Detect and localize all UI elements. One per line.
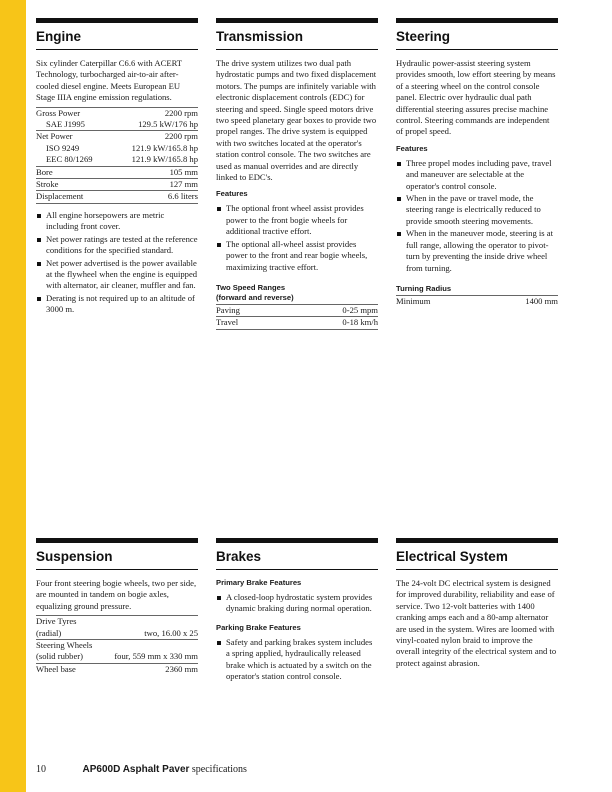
suspension-section bbox=[36, 538, 198, 675]
speed-ranges-subheading: (forward and reverse) bbox=[216, 292, 294, 302]
steering-features-list bbox=[396, 158, 558, 274]
footer-brand: AP600D Asphalt Paver bbox=[82, 764, 190, 775]
spec-label: Wheel base bbox=[36, 663, 76, 674]
spec-label: (solid rubber) bbox=[36, 651, 84, 662]
spec-row bbox=[36, 166, 198, 178]
engine-heading: Engine bbox=[36, 29, 82, 44]
spec-value: 129.5 kW/176 hp bbox=[138, 119, 198, 130]
note-item: Derating is not required up to an altitude of 3000 m. bbox=[36, 293, 198, 316]
spec-row bbox=[36, 190, 198, 202]
turning-radius-table bbox=[396, 295, 558, 307]
spec-label: SAE J1995 bbox=[46, 119, 85, 130]
spec-value: four, 559 mm x 330 mm bbox=[114, 651, 198, 662]
spec-row bbox=[36, 143, 198, 154]
page-footer bbox=[36, 764, 247, 775]
feature-item: When in the maneuver mode, steering is at full range, allowing the operator to pivot-turn by preventing the inside drive wheel from turning. bbox=[396, 228, 558, 274]
electrical-heading: Electrical System bbox=[396, 549, 508, 564]
transmission-heading: Transmission bbox=[216, 29, 304, 44]
spec-label: Displacement bbox=[36, 191, 84, 202]
feature-item: The optional front wheel assist provides power to the front bogie wheels for additional tractive effort. bbox=[216, 203, 378, 237]
steering-heading: Steering bbox=[396, 29, 451, 44]
spec-label: Paving bbox=[216, 304, 240, 315]
turning-radius-heading: Turning Radius bbox=[396, 283, 452, 293]
section-bottom-rule bbox=[36, 569, 198, 570]
primary-brake-list bbox=[216, 592, 378, 615]
primary-brake-heading: Primary Brake Features bbox=[216, 578, 302, 587]
spec-row bbox=[216, 316, 378, 328]
engine-section bbox=[36, 18, 198, 317]
spec-label: Bore bbox=[36, 166, 53, 177]
spec-label: Stroke bbox=[36, 179, 59, 190]
spec-value: 0-25 mpm bbox=[342, 304, 378, 315]
suspension-heading: Suspension bbox=[36, 549, 113, 564]
spec-value: 127 mm bbox=[169, 179, 198, 190]
spec-row bbox=[36, 615, 198, 627]
spec-value: 2200 rpm bbox=[164, 131, 198, 142]
electrical-intro: The 24-volt DC electrical system is designed for improved durability, reliability and ease of service. Two 12-volt batteries with 1400 cranking amps each and a 80-amp alternator are used in the system. Wires are loomed with vinyl-coated nylon braid to improve the overall integrity of the electrical system and to protect against abrasion. bbox=[396, 578, 557, 668]
note-item: All engine horsepowers are metric including front cover. bbox=[36, 210, 198, 233]
feature-item: The optional all-wheel assist provides power to the front and rear bogie wheels, maximizing tractive effort. bbox=[216, 239, 378, 273]
note-item: Net power ratings are tested at the reference conditions for the specified standard. bbox=[36, 234, 198, 257]
footer-suffix: specifications bbox=[191, 764, 247, 775]
spec-value: 2360 mm bbox=[165, 663, 198, 674]
transmission-features-heading: Features bbox=[216, 189, 248, 199]
transmission-intro: The drive system utilizes two dual path hydrostatic pumps and two fixed displacement motors. The pumps are infinitely variable with electronic displacement controls (EDC) for steering and speed. Single speed motors drive two speed planetary gear boxes to provide two propel ranges. The drive system is equipped with two switches located at the operator's station control console. The two switches are used as manual overrides and are directly linked to EDC's. bbox=[216, 58, 377, 183]
spec-row bbox=[36, 639, 198, 651]
brakes-heading: Brakes bbox=[216, 549, 262, 564]
spec-row bbox=[36, 651, 198, 662]
spec-row bbox=[36, 178, 198, 190]
spec-value: 0-18 km/h bbox=[342, 317, 378, 328]
spec-value: 121.9 kW/165.8 hp bbox=[131, 142, 198, 153]
spec-table-end-rule bbox=[36, 203, 198, 204]
section-bottom-rule bbox=[396, 569, 558, 570]
spec-label: Travel bbox=[216, 317, 239, 328]
section-bottom-rule bbox=[216, 49, 378, 50]
spec-label: Net Power bbox=[36, 131, 73, 142]
parking-brake-list bbox=[216, 637, 378, 683]
feature-item: Three propel modes including pave, travel and maneuver are selectable at the operator's control console. bbox=[396, 158, 558, 192]
note-item: Net power advertised is the power available at the flywheel when the engine is equipped with alternator, air cleaner, muffler and fan. bbox=[36, 258, 198, 292]
electrical-section bbox=[396, 538, 558, 672]
spec-row bbox=[36, 628, 198, 639]
speed-ranges-table bbox=[216, 304, 378, 330]
spec-row bbox=[36, 107, 198, 119]
spec-label: ISO 9249 bbox=[46, 142, 80, 153]
transmission-features-list bbox=[216, 203, 378, 272]
spec-label: Drive Tyres bbox=[36, 616, 77, 627]
transmission-section bbox=[216, 18, 378, 336]
section-bottom-rule bbox=[216, 569, 378, 570]
spec-value: 1400 mm bbox=[525, 295, 558, 306]
steering-intro: Hydraulic power-assist steering system provides smooth, low effort steering by means of a steering wheel on the control console panel. Electric over hydraulic dual path differential steering assures precise machine control. Steering commands are independent of propel speed. bbox=[396, 58, 556, 137]
feature-item: A closed-loop hydrostatic system provides dynamic braking during normal operation. bbox=[216, 592, 378, 615]
spec-label: (radial) bbox=[36, 627, 62, 638]
spec-label: Steering Wheels bbox=[36, 640, 93, 651]
engine-spec-table bbox=[36, 107, 198, 204]
spec-value: 105 mm bbox=[169, 166, 198, 177]
spec-value: 2200 rpm bbox=[164, 107, 198, 118]
engine-notes-list bbox=[36, 210, 198, 316]
spec-value: 6.6 liters bbox=[167, 191, 198, 202]
parking-brake-heading: Parking Brake Features bbox=[216, 622, 301, 632]
suspension-intro: Four front steering bogie wheels, two per side, are mounted in tandem on bogie axles, equalizing ground pressure. bbox=[36, 578, 197, 611]
steering-section bbox=[396, 18, 558, 307]
spec-value: two, 16.00 x 25 bbox=[144, 627, 198, 638]
steering-features-heading: Features bbox=[396, 143, 428, 153]
spec-table-end-rule bbox=[216, 329, 378, 330]
spec-row bbox=[36, 663, 198, 675]
feature-item: Safety and parking brakes system includes a spring applied, hydraulically released brake which is actuated by a switch on the operator's station control console. bbox=[216, 637, 378, 683]
spec-row bbox=[36, 130, 198, 142]
suspension-spec-table bbox=[36, 615, 198, 675]
spec-row bbox=[36, 119, 198, 130]
spec-row bbox=[216, 304, 378, 316]
accent-bar bbox=[0, 0, 26, 792]
section-bottom-rule bbox=[396, 49, 558, 50]
spec-row bbox=[396, 295, 558, 307]
page-number: 10 bbox=[36, 764, 46, 775]
section-bottom-rule bbox=[36, 49, 198, 50]
spec-value: 121.9 kW/165.8 hp bbox=[131, 154, 198, 165]
brakes-section bbox=[216, 538, 378, 683]
spec-label: EEC 80/1269 bbox=[46, 154, 93, 165]
spec-label: Gross Power bbox=[36, 107, 81, 118]
speed-ranges-heading: Two Speed Ranges bbox=[216, 282, 286, 292]
spec-row bbox=[36, 154, 198, 165]
spec-label: Minimum bbox=[396, 295, 431, 306]
engine-intro: Six cylinder Caterpillar C6.6 with ACERT Technology, turbocharged air-to-air after-cooled diesel engine. Meets European EU Stage IIIA engine emission regulations. bbox=[36, 58, 182, 103]
feature-item: When in the pave or travel mode, the steering range is electrically reduced to provide smooth steering movements. bbox=[396, 193, 558, 227]
